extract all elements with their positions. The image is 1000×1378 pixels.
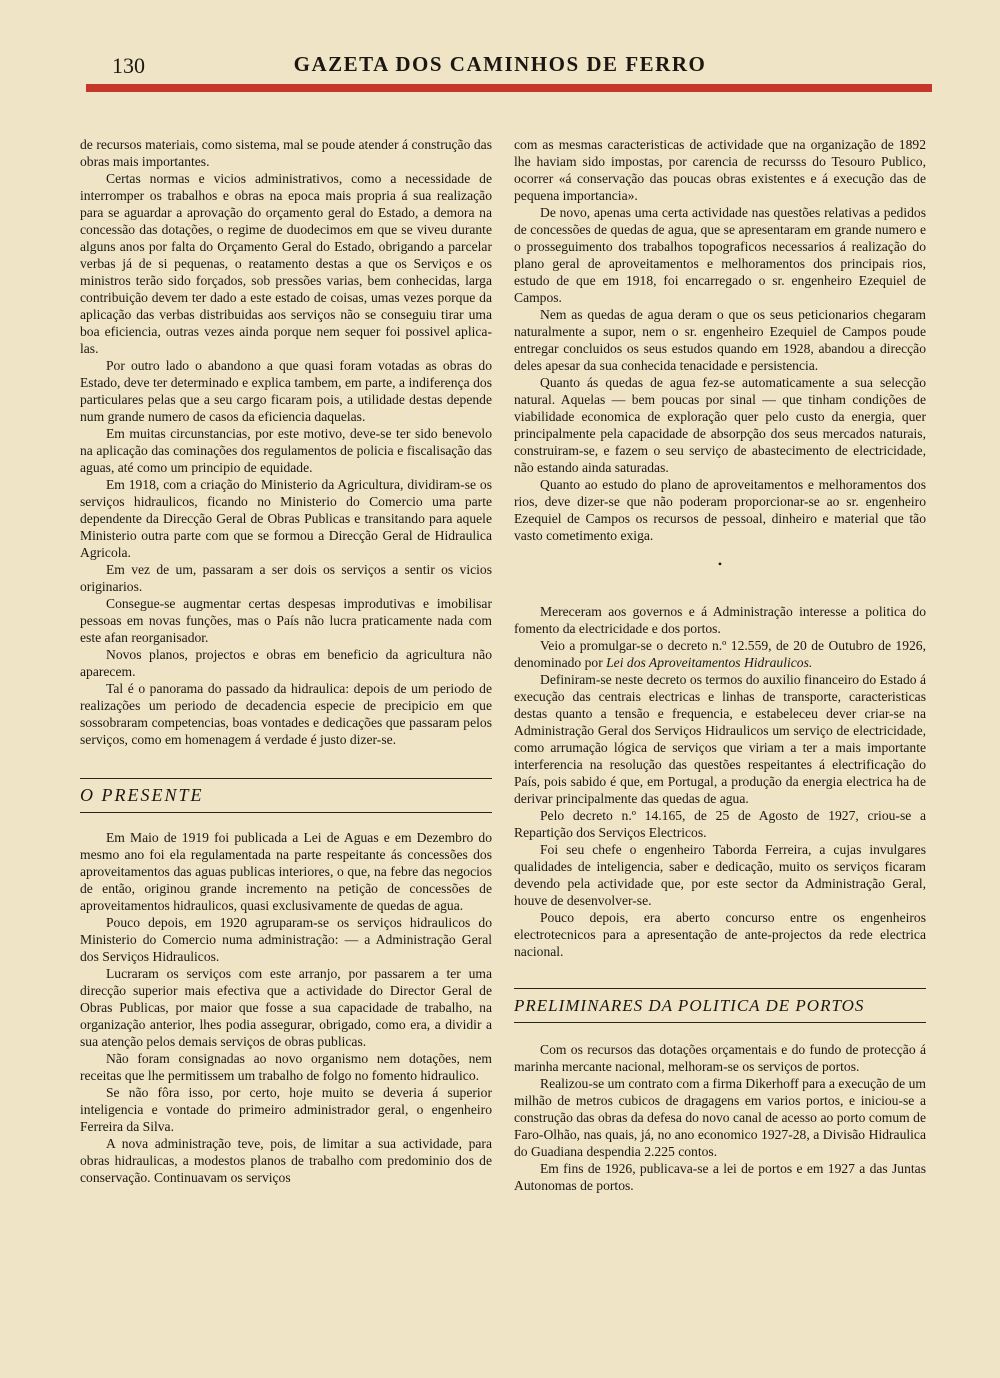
paragraph: Foi seu chefe o engenheiro Taborda Ferreira, a cujas invulgares qualidades de inteligencia, saber e dedicação, muito os serviços ficaram devendo pela actividade que, por este sector da Administração Geral, houve de desenvolver-se. — [514, 842, 926, 908]
section-rule-bottom — [514, 1022, 926, 1023]
paragraph: Nem as quedas de agua deram o que os seus peticionarios chegaram naturalmente a supor, nem o sr. engenheiro Ezequiel de Campos poude entregar concluidos os seus estudos quando em 1928, abandou a direcção deles apesar da sua conhecida tenacidade e persistencia. — [514, 307, 926, 373]
right-column — [514, 136, 926, 1194]
page-number: 130 — [112, 53, 145, 78]
paragraph: Definiram-se neste decreto os termos do auxilio financeiro do Estado á execução das centrais electricas e linhas de transporte, caracteristicas destas quanto a tensão e frequencia, e estabeleceu dever criar-se na Administração Geral dos Serviços Hidraulicos um serviço de electricidade, como arrumação lógica de serviços que viriam a ter a mais importante interferencia na resolução das questões respeitantes á electrificação do País, pois sabido é que, em Portugal, a produção da energia electrica ha de derivar principalmente das quedas de agua. — [514, 672, 926, 806]
journal-title: GAZETA DOS CAMINHOS DE FERRO — [293, 52, 707, 76]
section-rule-top — [514, 988, 926, 989]
paragraph: Consegue-se augmentar certas despesas improdutivas e imobilisar pessoas em novas funções, mas o País não lucra praticamente nada com este afan reorganisador. — [80, 596, 492, 645]
paragraph: Tal é o panorama do passado da hidraulica: depois de um periodo de realizações um periodo de decadencia especie de precipicio em que sossobraram competencias, boas vontades e dedicações que passaram pelos serviços, como em homenagem á verdade é justo dizer-se. — [80, 681, 492, 747]
paragraph: com as mesmas caracteristicas de actividade que na organização de 1892 lhe haviam sido impostas, por carencia de recursss do Tesouro Publico, ocorrer «á conservação das poucas obras existentes e á execução das de pequena importancia». — [514, 137, 926, 203]
paragraph: Lucraram os serviços com este arranjo, por passarem a ter uma direcção superior mais efectiva que a actividade do Director Geral de Obras Publicas, por maior que fosse a sua capacidade de trabalho, na organização anterior, lhes podia assegurar, obrigado, como era, a dividir a sua atenção pelos demais serviços de obras publicas. — [80, 966, 492, 1049]
paragraph — [514, 637, 926, 671]
paragraph: Se não fôra isso, por certo, hoje muito se deveria á superior inteligencia e vontade do primeiro administrador geral, o engenheiro Ferreira da Silva. — [80, 1085, 492, 1134]
paragraph: Pouco depois, em 1920 agruparam-se os serviços hidraulicos do Ministerio do Comercio numa administração: — a Administração Geral dos Serviços Hidraulicos. — [80, 915, 492, 964]
paragraph: Por outro lado o abandono a que quasi foram votadas as obras do Estado, deve ter determinado e explica tambem, em parte, a indiferença dos particulares pelas que a seu cargo ficaram pois, a utilidade destas depende num grande numero de casos da eficiencia daquelas. — [80, 358, 492, 424]
decree-text: Veio a promulgar-se o decreto n.º 12.559, de 20 de Outubro de 1926, denominado por — [514, 638, 926, 670]
paragraph: Realizou-se um contrato com a firma Dikerhoff para a execução de um milhão de metros cubicos de dragagens em varios portos, e iniciou-se a construção das obras da defesa do novo canal de acesso ao porto comum de Faro-Olhão, nas quais, já, no ano economico 1927-28, a Divisão Hidraulica do Guadiana despendia 2.225 contos. — [514, 1076, 926, 1159]
paragraph: De novo, apenas uma certa actividade nas questões relativas a pedidos de concessões de quedas de agua, que se apresentaram em grande numero e o prosseguimento dos trabalhos topograficos necessarios á realização do plano geral de aproveitamentos e melhoramentos dos principais rios, estudo de que em 1918, foi encarregado o sr. engenheiro Ezequiel de Campos. — [514, 205, 926, 305]
paragraph: Com os recursos das dotações orçamentais e do fundo de protecção á marinha mercante nacional, melhoram-se os serviços de portos. — [514, 1042, 926, 1074]
paragraph: Em fins de 1926, publicava-se a lei de portos e em 1927 a das Juntas Autonomas de portos. — [514, 1161, 926, 1193]
header-rule — [86, 84, 932, 92]
section-ornament: • — [717, 557, 723, 571]
paragraph: Pouco depois, era aberto concurso entre os engenheiros electrotecnicos para a apresentação de ante-projectos da rede electrica nacional. — [514, 910, 926, 959]
paragraph: Em muitas circunstancias, por este motivo, deve-se ter sido benevolo na aplicação das cominações dos regulamentos de policia e fiscalisação das aguas, até como um principio de equidade. — [80, 426, 492, 475]
paragraph: A nova administração teve, pois, de limitar a sua actividade, para obras hidraulicas, a modestos planos de trabalho com predominio dos de conservação. Continuavam os serviços — [80, 1136, 492, 1185]
left-column — [80, 136, 492, 1186]
paragraph: Novos planos, projectos e obras em beneficio da agricultura não aparecem. — [80, 647, 492, 679]
paragraph: Quanto ás quedas de agua fez-se automaticamente a sua selecção natural. Aquelas — bem poucas por sinal — que tinham condições de viabilidade economica de exploração quer pelo custo da energia, quer principalmente pela capacidade de absorpção dos seus mercados naturais, construiram-se, e fazem o seu serviço de abastecimento de electricidade, não estando ainda saturadas. — [514, 375, 926, 475]
paragraph: Não foram consignadas ao novo organismo nem dotações, nem receitas que lhe permitissem um trabalho de folgo no fomento hidraulico. — [80, 1051, 492, 1083]
paragraph: Em Maio de 1919 foi publicada a Lei de Aguas e em Dezembro do mesmo ano foi ela regulamentada na parte respeitante ás concessões dos aproveitamentos das aguas publicas interiores, o que, na febre das negocios de então, originou grande incremento na petição de concessões de aproveitamentos hidraulicos, quasi exclusivamente de quedas de agua. — [80, 830, 492, 913]
section-rule-bottom — [80, 812, 492, 813]
section-title-presente: O PRESENTE — [80, 785, 204, 805]
paragraph: de recursos materiais, como sistema, mal se poude atender á construção das obras mais importantes. — [80, 137, 492, 169]
paragraph: Em 1918, com a criação do Ministerio da Agricultura, dividiram-se os serviços hidraulicos, ficando no Ministerio do Comercio uma parte dependente da Direcção Geral de Obras Publicas e transitando para aquele Ministerio outra parte com que se formou a Direcção Geral de Hidraulica Agricola. — [80, 477, 492, 560]
paragraph: Pelo decreto n.º 14.165, de 25 de Agosto de 1927, criou-se a Repartição dos Serviços Electricos. — [514, 808, 926, 840]
paragraph: Mereceram aos governos e á Administração interesse a politica do fomento da electricidade e dos portos. — [514, 604, 926, 636]
law-name: Lei dos Aproveitamentos Hidraulicos. — [606, 655, 813, 670]
section-title-portos: PRELIMINARES DA POLITICA DE PORTOS — [514, 996, 865, 1015]
paragraph: Quanto ao estudo do plano de aproveitamentos e melhoramentos dos rios, deve dizer-se que não poderam proporcionar-se ao sr. engenheiro Ezequiel de Campos os recursos de pessoal, dinheiro e material que tão vasto cometimento exiga. — [514, 477, 926, 543]
section-rule-top — [80, 778, 492, 779]
paragraph: Em vez de um, passaram a ser dois os serviços a sentir os vicios originarios. — [80, 562, 492, 594]
paragraph: Certas normas e vicios administrativos, como a necessidade de interromper os trabalhos e obras na epoca mais propria á sua realização para se aguardar a aprovação do orçamento geral do Estado, a demora na concessão das dotações, o regime de duodecimos em que se viveu durante alguns anos por falta do Orçamento Geral do Estado, obrigando a parcelar verbas já de si pequenas, o reatamento destas a que os Serviços e os ministros terão sido forçados, sob pressões varias, bem conhecidas, larga contribuição devem ter dado a este estado de coisas, umas vezes porque da aplicação das verbas distribuidas aos serviços não se conseguiu tirar uma boa eficiencia, outras vezes ainda porque nem sequer foi possivel aplica-las. — [80, 171, 492, 356]
